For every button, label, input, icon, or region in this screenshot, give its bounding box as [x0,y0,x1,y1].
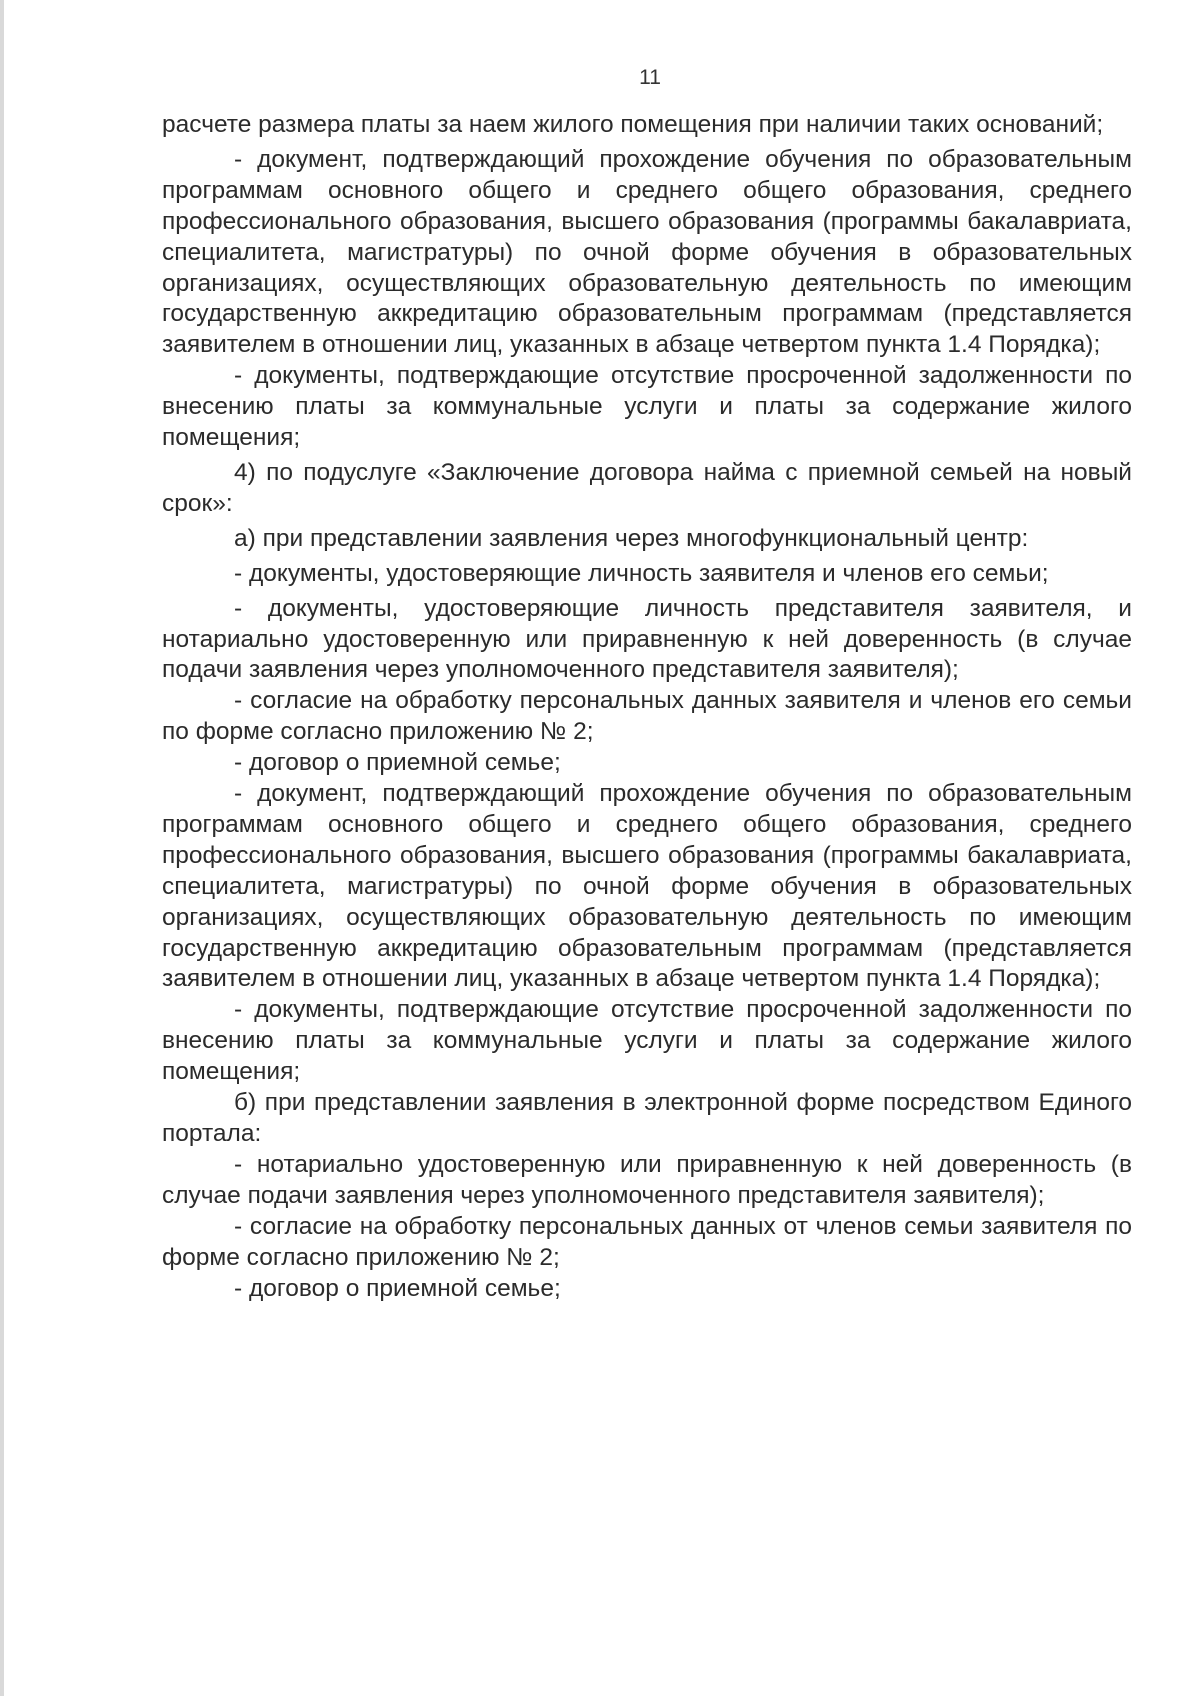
paragraph: расчете размера платы за наем жилого помещения при наличии таких оснований; [162,111,1104,138]
page-number: 11 [639,66,661,89]
paragraph: - документы, удостоверяющие личность представителя заявителя, и нотариально удостоверенную или приравненную к ней доверенность (в случае подачи заявления через уполномоченного представителя заявителя); [162,594,1132,684]
paragraph: - согласие на обработку персональных данных заявителя и членов его семьи по форме согласно приложению № 2; [162,687,1132,746]
paragraph: б) при представлении заявления в электронной форме посредством Единого портала: [162,1089,1132,1147]
paragraph: - нотариально удостоверенную или приравненную к ней доверенность (в случае подачи заявления через уполномоченного представителя заявителя); [162,1150,1132,1209]
paragraph: - документ, подтверждающий прохождение обучения по образовательным программам основного общего и среднего общего образования, среднего профессионального образования, высшего образования (программы бакалавриата, специалитета, магистратуры) по очной форме обучения в образовательных организациях, осуществляющих образовательную деятельность по имеющим государственную аккредитацию образовательным программам (представляется заявителем в отношении лиц, указанных в абзаце четвертом пункта 1.4 Порядка); [162,145,1132,359]
paragraph: - документы, удостоверяющие личность заявителя и членов его семьи; [234,559,1049,587]
paragraph: - договор о приемной семье; [234,1274,561,1302]
paragraph: а) при представлении заявления через многофункциональный центр: [234,524,1029,552]
paragraph: - согласие на обработку персональных данных от членов семьи заявителя по форме согласно приложению № 2; [162,1212,1132,1271]
paragraph: - документ, подтверждающий прохождение обучения по образовательным программам основного общего и среднего общего образования, среднего профессионального образования, высшего образования (программы бакалавриата, специалитета, магистратуры) по очной форме обучения в образовательных организациях, осуществляющих образовательную деятельность по имеющим государственную аккредитацию образовательным программам (представляется заявителем в отношении лиц, указанных в абзаце четвертом пункта 1.4 Порядка); [162,780,1132,993]
page-edge-shadow [0,0,4,1696]
paragraph: - документы, подтверждающие отсутствие просроченной задолженности по внесению платы за коммунальные услуги и платы за содержание жилого помещения; [162,362,1132,452]
paragraph: 4) по подуслуге «Заключение договора найма с приемной семьей на новый срок»: [162,458,1132,517]
document-body [162,110,1132,1304]
paragraph: - документы, подтверждающие отсутствие просроченной задолженности по внесению платы за коммунальные услуги и платы за содержание жилого помещения; [162,996,1132,1086]
paragraph: - договор о приемной семье; [234,749,561,777]
